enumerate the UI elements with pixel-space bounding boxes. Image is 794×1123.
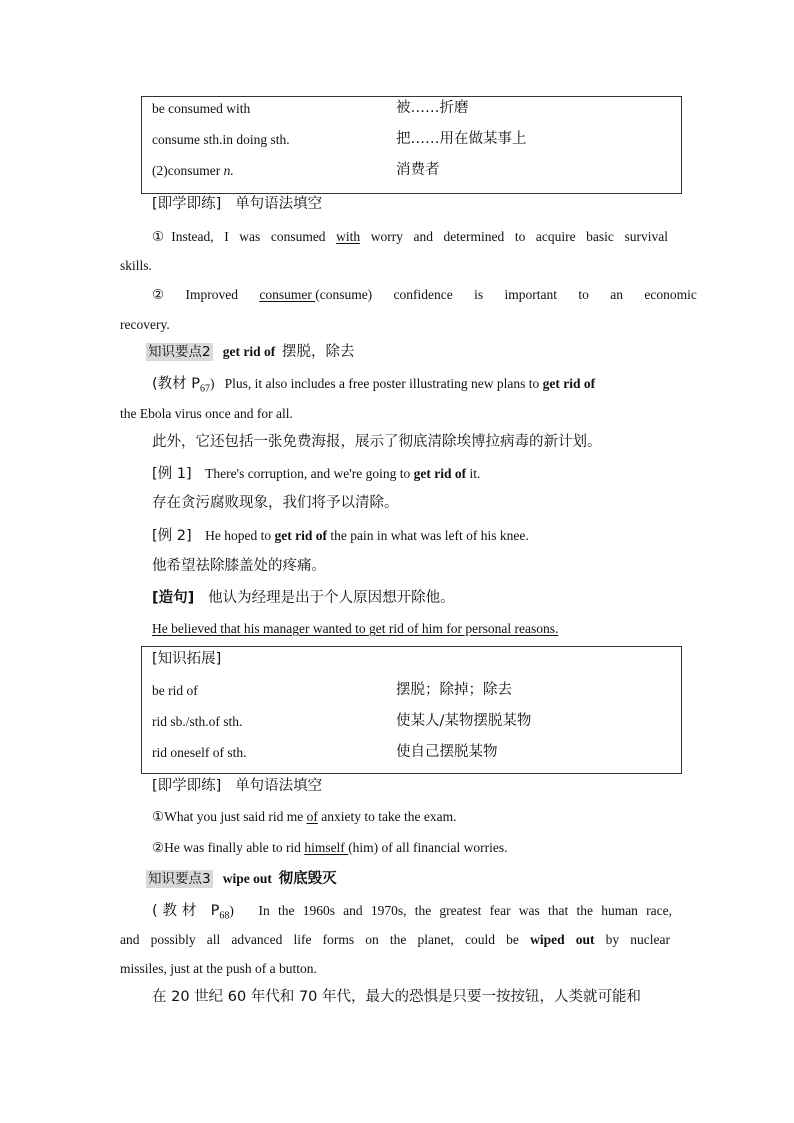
practice-question: ①What you just said rid me of anxiety to take the exam. <box>152 809 457 824</box>
knowledge-point-heading: 知识要点2 get rid of 摆脱，除去 <box>148 344 355 360</box>
practice-question: ② Improved consumer (consume) confidence is important to an economic <box>152 287 697 302</box>
expansion-title: [知识拓展] <box>152 651 222 667</box>
usage-row-en: (2)consumer n. <box>152 163 234 178</box>
example-1-translation: 存在贪污腐败现象，我们将予以清除。 <box>152 495 399 511</box>
practice-question: ②He was finally able to rid himself (him) of all financial worries. <box>152 840 508 855</box>
practice-heading: [即学即练] 单句语法填空 <box>152 778 323 794</box>
answer-blank: with <box>336 229 361 244</box>
source-sentence-cont: and possibly all advanced life forms on the planet, could be wiped out by nuclear <box>120 932 670 947</box>
practice-heading: [即学即练] 单句语法填空 <box>152 196 323 212</box>
expansion-row-cn: 摆脱；除掉；除去 <box>396 682 512 698</box>
source-sentence-cont: the Ebola virus once and for all. <box>120 406 293 421</box>
example-2: [例 2] He hoped to get rid of the pain in what was left of his knee. <box>152 528 529 544</box>
answer-blank: of <box>306 809 318 824</box>
point-tag: 知识要点2 <box>148 344 211 360</box>
make-sentence-answer: He believed that his manager wanted to get rid of him for personal reasons. <box>152 621 559 636</box>
usage-row-cn: 被……折磨 <box>396 100 469 116</box>
source-sentence-cont: missiles, just at the push of a button. <box>120 961 317 976</box>
expansion-row-en: be rid of <box>152 683 198 698</box>
practice-question: ①Instead, I was consumed with worry and determined to acquire basic survival <box>152 229 668 244</box>
usage-row-cn: 把……用在做某事上 <box>396 131 527 147</box>
point-tag: 知识要点3 <box>148 871 211 887</box>
answer-blank: consumer <box>259 287 316 302</box>
expansion-row-cn: 使某人/某物摆脱某物 <box>396 713 532 729</box>
practice-question-cont: skills. <box>120 258 152 273</box>
expansion-row-cn: 使自己摆脱某物 <box>396 744 498 760</box>
knowledge-point-heading: 知识要点3 wipe out 彻底毁灭 <box>148 871 337 887</box>
example-1: [例 1] There's corruption, and we're going to get rid of it. <box>152 466 481 482</box>
source-sentence: (教材 $P_{68}$) In the 1960s and 1970s, the greatest fear was that the human race, <box>152 903 672 922</box>
practice-question-cont: recovery. <box>120 317 170 332</box>
expansion-row-en: rid oneself of sth. <box>152 745 247 760</box>
translation: 此外，它还包括一张免费海报，展示了彻底清除埃博拉病毒的新计划。 <box>152 434 602 450</box>
expansion-row-en: rid sb./sth.of sth. <box>152 714 243 729</box>
translation: 在 20 世纪 60 年代和 70 年代，最大的恐惧是只要一按按钮，人类就可能和 <box>152 989 642 1005</box>
usage-row-en: consume sth.in doing sth. <box>152 132 290 147</box>
source-sentence: (教材 $P_{67}$) Plus, it also includes a free poster illustrating new plans to get rid of <box>152 376 596 395</box>
make-sentence: [造句] 他认为经理是出于个人原因想开除他。 <box>152 590 455 606</box>
example-2-translation: 他希望祛除膝盖处的疼痛。 <box>152 558 326 574</box>
usage-row-en: be consumed with <box>152 101 251 116</box>
answer-blank: himself <box>304 840 349 855</box>
usage-row-cn: 消费者 <box>396 162 440 178</box>
